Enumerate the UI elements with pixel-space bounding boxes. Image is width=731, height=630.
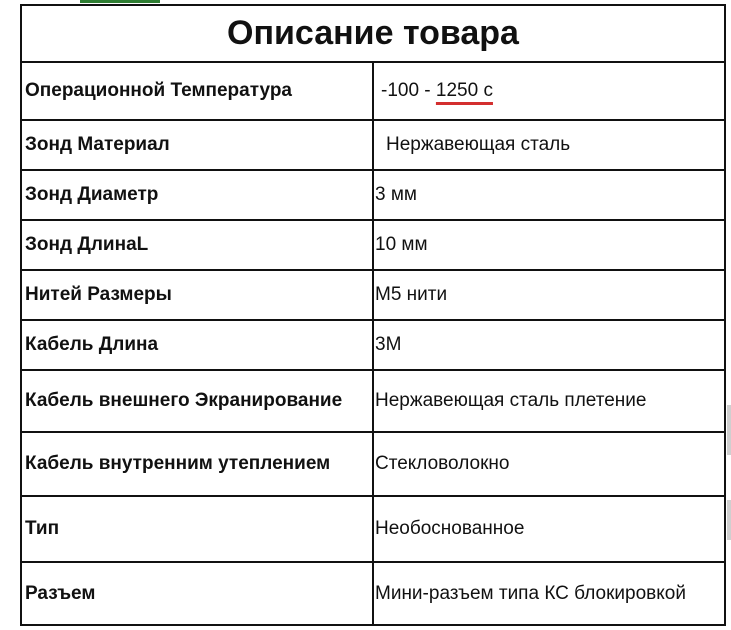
row-value: 3М xyxy=(373,320,725,370)
scrollbar-fragment xyxy=(727,500,731,540)
row-value: 10 мм xyxy=(373,220,725,270)
table-title: Описание товара xyxy=(21,5,725,62)
row-value-text: Нержавеющая сталь xyxy=(386,134,571,155)
row-value: Необоснованное xyxy=(373,496,725,562)
row-key: Нитей Размеры xyxy=(21,270,373,320)
temperature-range-prefix: -100 - xyxy=(381,80,436,101)
row-key: Зонд ДлинаL xyxy=(21,220,373,270)
table-row xyxy=(21,320,725,370)
table-row xyxy=(21,270,725,320)
row-key: Зонд Диаметр xyxy=(21,170,373,220)
product-description-table xyxy=(20,4,726,626)
row-value: 3 мм xyxy=(373,170,725,220)
row-key: Разъем xyxy=(21,562,373,625)
table-row xyxy=(21,120,725,170)
table-row xyxy=(21,220,725,270)
row-value: Мини-разъем типа КС блокировкой xyxy=(373,562,725,625)
table-row xyxy=(21,62,725,120)
table-header-row xyxy=(21,5,725,62)
row-key: Зонд Материал xyxy=(21,120,373,170)
row-value: Нержавеющая сталь плетение xyxy=(373,370,725,432)
row-key: Кабель внутренним утеплением xyxy=(21,432,373,496)
top-accent-bar xyxy=(80,0,160,3)
row-key: Тип xyxy=(21,496,373,562)
table-row xyxy=(21,432,725,496)
table-row xyxy=(21,370,725,432)
row-value xyxy=(373,120,725,170)
row-value xyxy=(373,62,725,120)
temperature-max-highlight: 1250 с xyxy=(435,80,493,101)
scrollbar-fragment xyxy=(727,405,731,455)
row-value: Стекловолокно xyxy=(373,432,725,496)
row-key: Кабель Длина xyxy=(21,320,373,370)
table-row xyxy=(21,562,725,625)
row-value: М5 нити xyxy=(373,270,725,320)
row-key: Операционной Температура xyxy=(21,62,373,120)
table-row xyxy=(21,496,725,562)
table-row xyxy=(21,170,725,220)
row-key: Кабель внешнего Экранирование xyxy=(21,370,373,432)
